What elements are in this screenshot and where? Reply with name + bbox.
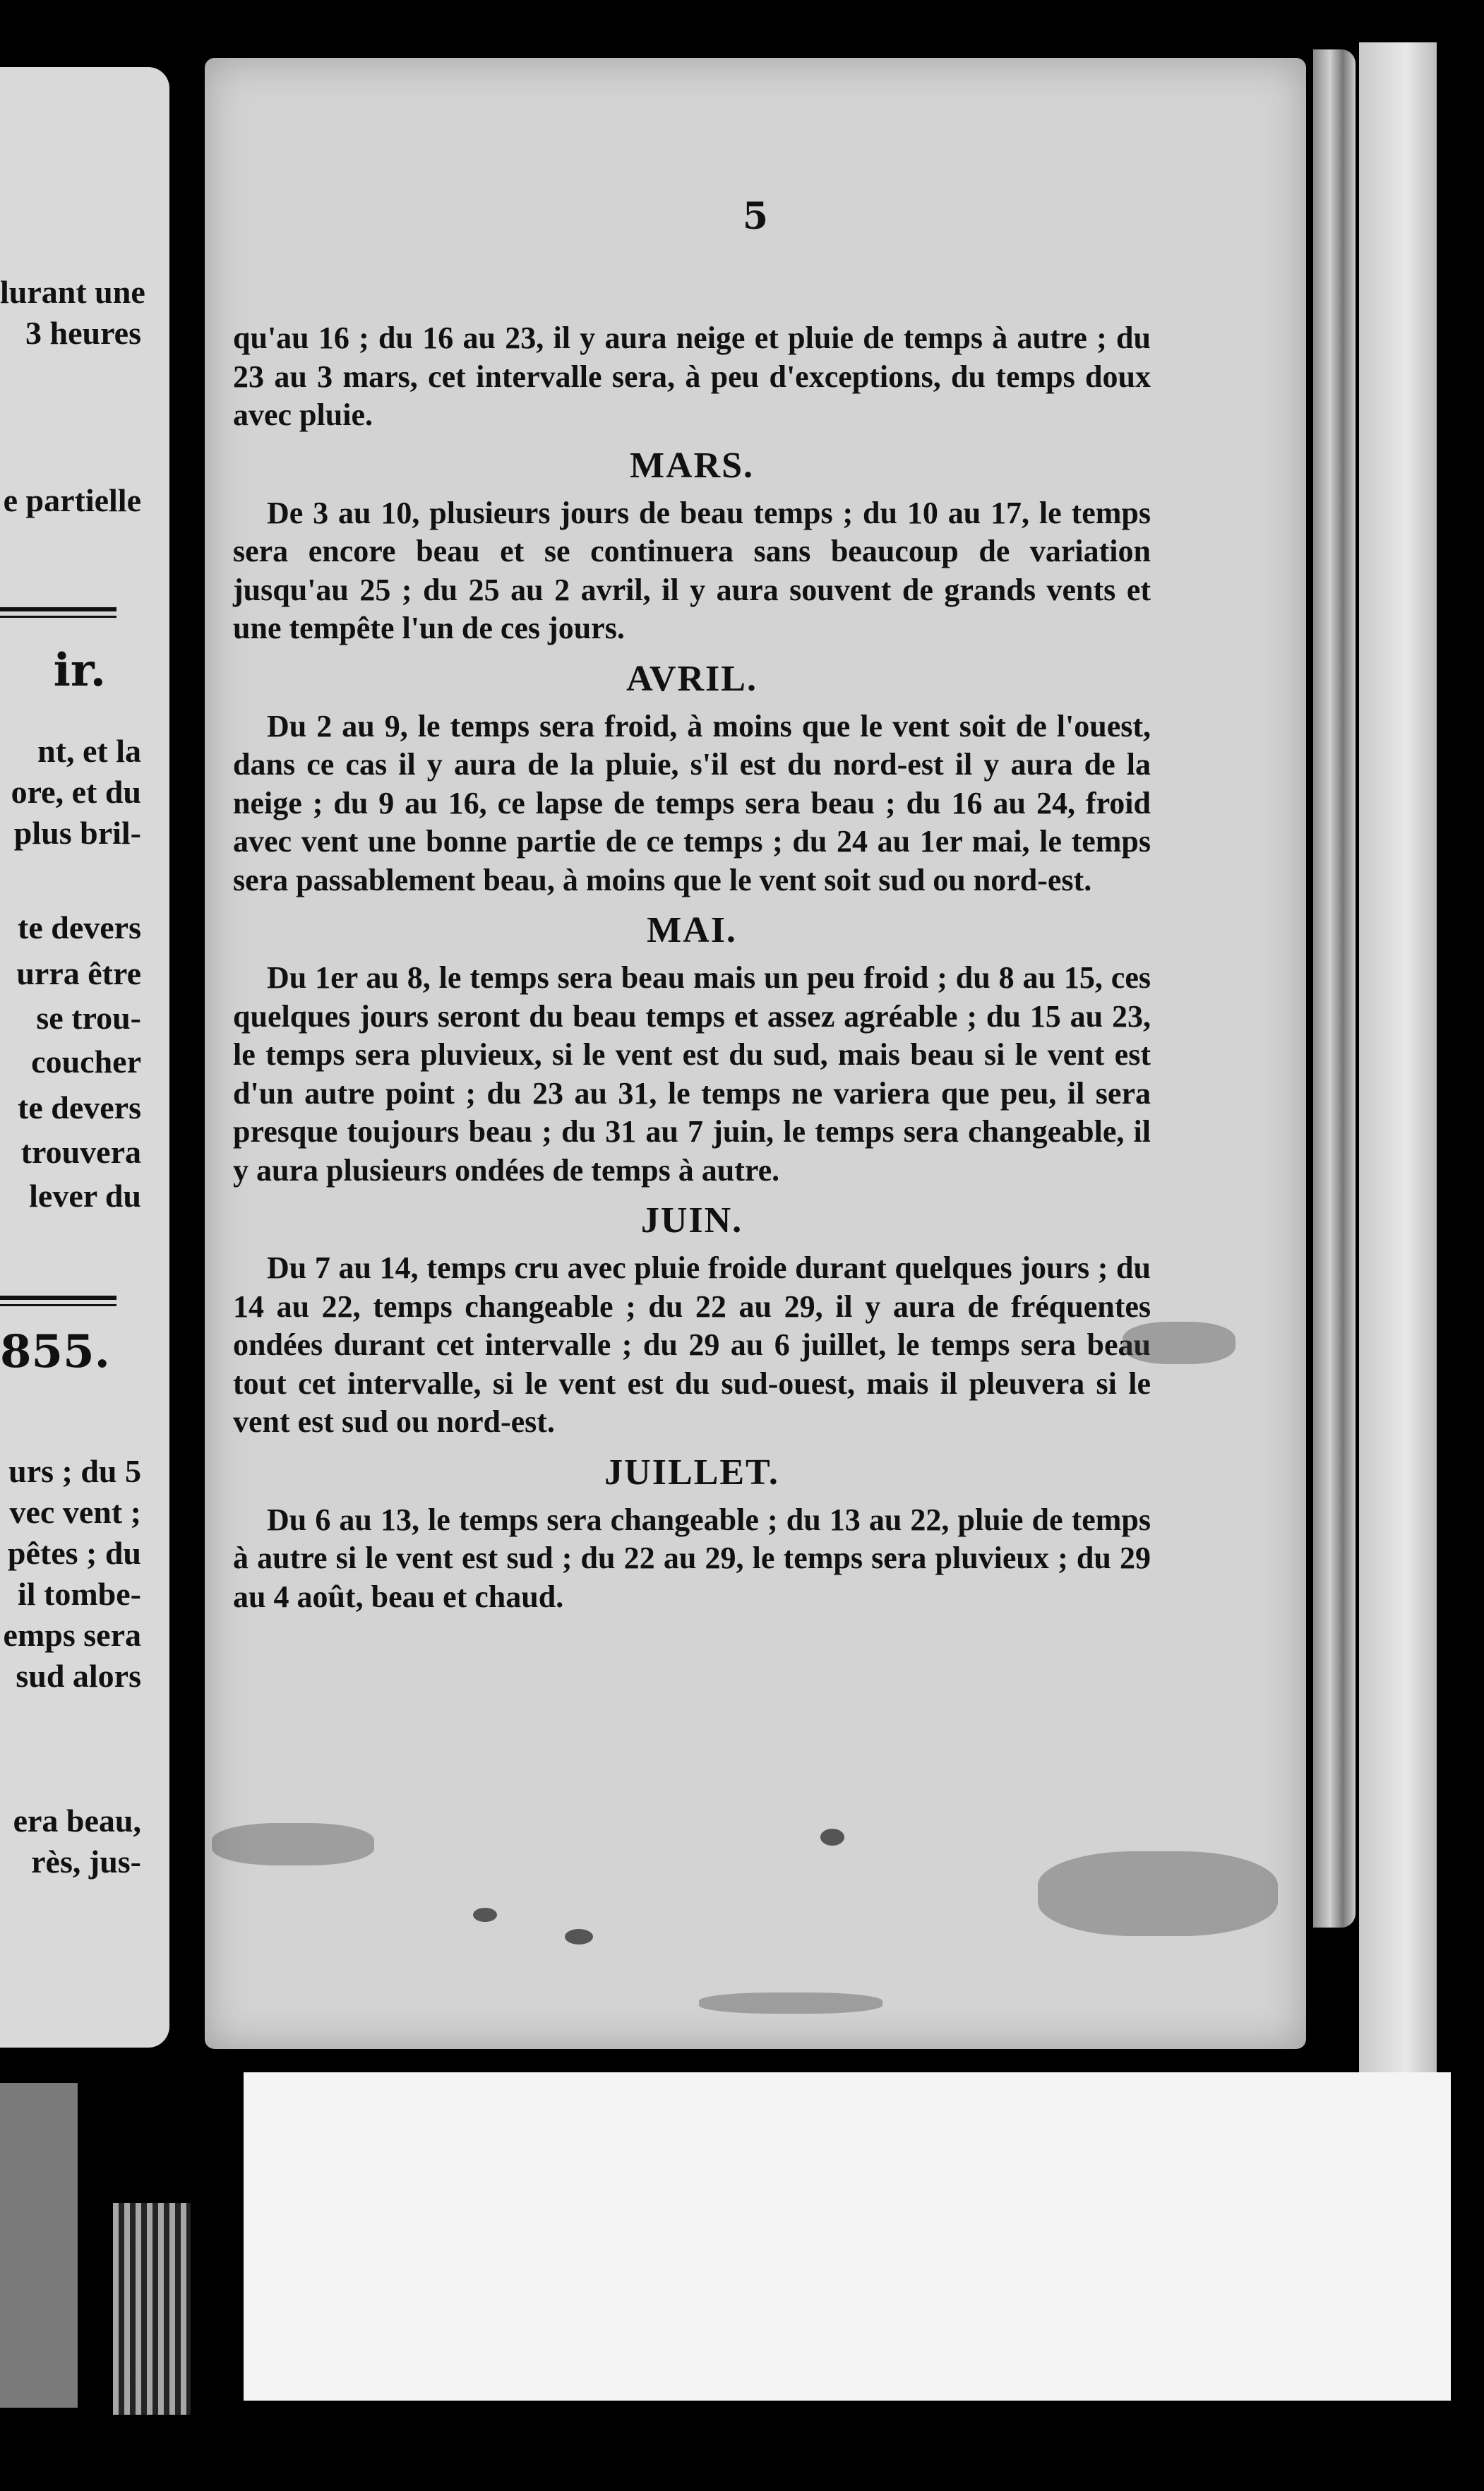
section-heading-mai: MAI.	[647, 910, 737, 950]
left-line: plus bril-	[13, 815, 141, 851]
ink-stain	[1123, 1322, 1235, 1364]
ink-blot	[565, 1929, 593, 1945]
left-line: vec vent ;	[9, 1494, 141, 1530]
left-fabric-strip	[113, 2203, 191, 2415]
section-heading-avril: AVRIL.	[626, 658, 758, 699]
left-line: 3 heures	[25, 315, 141, 351]
page-edge-shadow	[1313, 49, 1356, 1928]
left-line: il tombe-	[17, 1576, 141, 1612]
section-heading-juin: JUIN.	[640, 1200, 743, 1241]
ink-stain	[212, 1823, 374, 1865]
left-line: nt, et la	[37, 733, 141, 769]
left-line: se trou-	[36, 1000, 141, 1036]
left-line: ore, et du	[11, 774, 141, 810]
main-page	[205, 58, 1306, 2049]
left-line: era beau,	[13, 1803, 141, 1839]
ink-blot	[473, 1908, 497, 1922]
ink-stain	[699, 1993, 882, 2014]
section-text-juillet: Du 6 au 13, le temps sera changeable ; du 13 au 22, pluie de temps à autre si le vent est sud ; du 22 au 29, le temps sera pluvieux ; du 29 au 4 août, beau et chaud.	[233, 1502, 1151, 1614]
left-line: urra être	[16, 955, 141, 991]
left-line: rès, jus-	[31, 1844, 141, 1880]
section-text-juin: Du 7 au 14, temps cru avec pluie froide durant quelques jours ; du 14 au 22, temps changeable ; du 22 au 29, il y aura de fréquentes ondées durant cet intervalle ; du 29 au 6 juillet, le temps sera beau tout cet intervalle, si le vent est du sud-ouest, mais il pleuvera si le vent est sud ou nord-est.	[233, 1250, 1151, 1439]
left-line: pêtes ; du	[7, 1535, 141, 1571]
left-divider	[0, 607, 116, 618]
left-line: urs ; du 5	[8, 1453, 141, 1489]
left-line: trouvera	[20, 1134, 141, 1170]
section-heading-mars: MARS.	[629, 445, 755, 486]
section-text-mars: De 3 au 10, plusieurs jours de beau temps ; du 10 au 17, le temps sera encore beau et se continuera sans beaucoup de variation jusqu'au 25 ; du 25 au 2 avril, il y aura souvent de grands vents et une tempête l'un de ces jours.	[233, 495, 1151, 645]
left-line: lever du	[29, 1178, 141, 1214]
left-line: e partielle	[3, 482, 141, 518]
ink-blot	[820, 1829, 844, 1846]
page-number: 5	[742, 195, 769, 238]
section-heading-juillet: JUILLET.	[604, 1452, 779, 1493]
section-text-avril: Du 2 au 9, le temps sera froid, à moins que le vent soit de l'ouest, dans ce cas il y aura de la pluie, s'il est du nord-est il y aura de la neige ; du 9 au 16, ce lapse de temps sera beau ; du 16 au 24, froid avec vent une bonne partie de ce temps ; du 24 au 1er mai, le temps sera passablement beau, à moins que le vent soit sud ou nord-est.	[233, 708, 1151, 897]
left-line: emps sera	[3, 1617, 141, 1653]
left-line: lurant une	[0, 274, 145, 310]
left-heading: 855.	[0, 1325, 110, 1378]
bottom-sheet	[244, 2072, 1451, 2401]
intro-paragraph: qu'au 16 ; du 16 au 23, il y aura neige et pluie de temps à autre ; du 23 au 3 mars, cet intervalle sera, à peu d'exceptions, du temps doux avec pluie.	[233, 321, 1151, 432]
left-page-fragment	[0, 67, 169, 2048]
left-line: te devers	[18, 909, 141, 945]
book-edge-pages	[1359, 42, 1437, 2358]
left-heading: ir.	[53, 644, 106, 697]
page-text-block	[233, 319, 1151, 1616]
ink-stain	[1038, 1851, 1278, 1936]
left-divider	[0, 1296, 116, 1306]
left-line: coucher	[31, 1044, 141, 1080]
section-text-mai: Du 1er au 8, le temps sera beau mais un peu froid ; du 8 au 15, ces quelques jours seront du beau temps et assez agréable ; du 15 au 23, le temps sera pluvieux, si le vent est du sud, mais beau si le vent est d'un autre point ; du 23 au 31, le temps ne variera que peu, il sera presque toujours beau ; du 31 au 7 juin, le temps sera changeable, il y aura plusieurs ondées de temps à autre.	[233, 960, 1151, 1188]
left-binding-strip	[0, 2083, 78, 2408]
left-line: te devers	[18, 1089, 141, 1125]
left-line: sud alors	[16, 1658, 141, 1694]
